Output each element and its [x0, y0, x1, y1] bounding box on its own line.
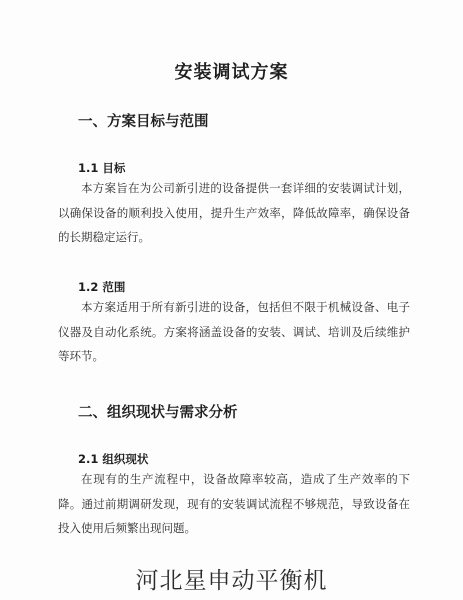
paragraph-2-1: 在现有的生产流程中，设备故障率较高，造成了生产效率的下降。通过前期调研发现，现有的安装调试流程不够规范，导致设备在投入使用后频繁出现问题。	[58, 472, 410, 535]
section-heading-1: 一、方案目标与范围	[78, 114, 209, 130]
paragraph-1-1: 本方案旨在为公司新引进的设备提供一套详细的安装调试计划，以确保设备的顺利投入使用，提升生产效率，降低故障率，确保设备的长期稳定运行。	[58, 181, 410, 244]
subsection-heading-2-1: 2.1 组织现状	[78, 452, 149, 466]
subsection-heading-1-2: 1.2 范围	[78, 280, 126, 294]
subsection-heading-1-1: 1.1 目标	[78, 161, 126, 175]
paragraph-1-2: 本方案适用于所有新引进的设备，包括但不限于机械设备、电子仪器及自动化系统。方案将涵盖设备的安装、调试、培训及后续维护等环节。	[58, 300, 410, 363]
document-title: 安装调试方案	[174, 62, 289, 83]
section-heading-2: 二、组织现状与需求分析	[78, 405, 238, 421]
watermark-caption: 河北星申动平衡机	[135, 568, 328, 594]
